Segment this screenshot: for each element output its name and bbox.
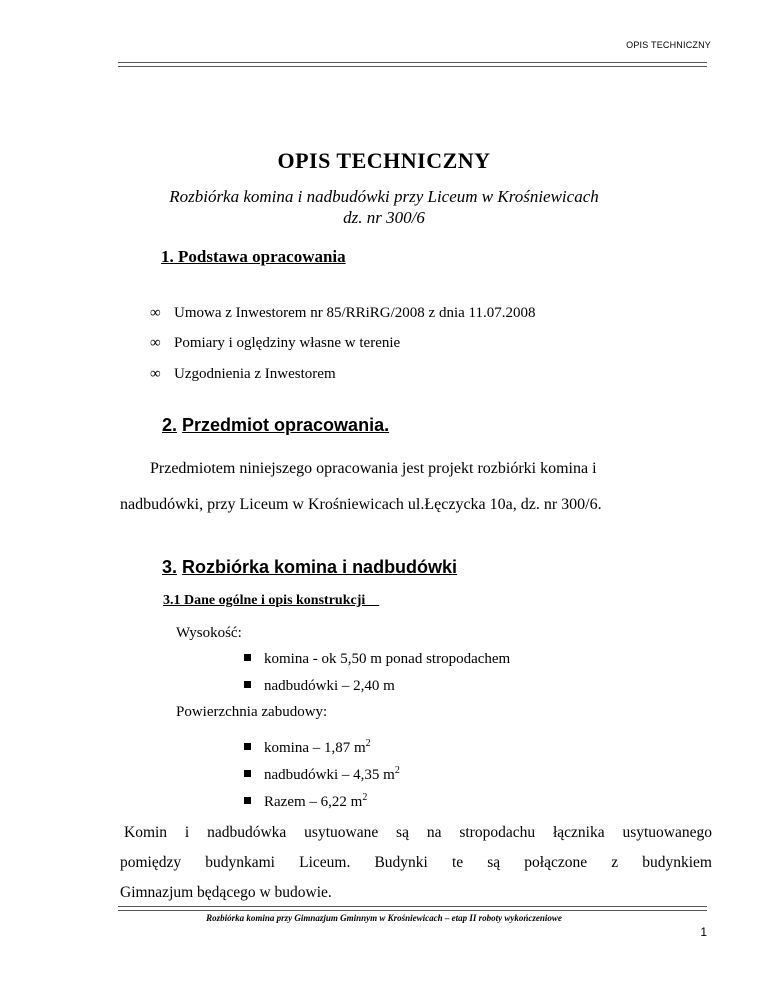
paragraph-line: pomiędzy budynkami Liceum. Budynki te są połączone z budynkiem bbox=[120, 854, 712, 871]
paragraph-line: Komin i nadbudówka usytuowane są na stropodachu łącznika usytuowanego bbox=[124, 824, 712, 841]
list-item-text: Umowa z Inwestorem nr 85/RRiRG/2008 z dnia 11.07.2008 bbox=[174, 305, 536, 321]
footer-rule bbox=[118, 906, 707, 911]
running-header: OPIS TECHNICZNY bbox=[626, 40, 711, 50]
list-item bbox=[150, 335, 400, 352]
list-item bbox=[150, 305, 535, 322]
infinity-bullet-icon: ∞ bbox=[150, 305, 161, 321]
running-footer: Rozbiórka komina przy Gimnazjum Gminnym w Krośniewicach – etap II roboty wykończeniowe bbox=[206, 913, 562, 923]
superscript: 2 bbox=[362, 792, 368, 803]
section2-heading bbox=[162, 415, 389, 436]
page-number: 1 bbox=[700, 925, 707, 939]
section1-heading bbox=[161, 247, 346, 267]
superscript: 2 bbox=[365, 738, 371, 749]
square-bullet-icon bbox=[244, 654, 251, 661]
infinity-bullet-icon: ∞ bbox=[150, 366, 161, 382]
section2-number: 2. bbox=[162, 415, 178, 435]
paragraph-line: Gimnazjum będącego w budowie. bbox=[120, 884, 332, 901]
section3-paragraph bbox=[120, 818, 712, 908]
document-title: OPIS TECHNICZNY bbox=[277, 148, 491, 173]
section2-paragraph-line2: nadbudówki, przy Liceum w Krośniewicach ul.Łęczycka 10a, dz. nr 300/6. bbox=[120, 496, 602, 513]
section3-title: Rozbiórka komina i nadbudówki bbox=[182, 557, 458, 577]
section3-number: 3. bbox=[162, 557, 178, 577]
list-item-text: nadbudówki – 2,40 m bbox=[264, 678, 395, 694]
square-bullet-icon bbox=[244, 743, 251, 750]
subtitle-line2: dz. nr 300/6 bbox=[343, 208, 425, 227]
area-label: Powierzchnia zabudowy: bbox=[176, 704, 328, 720]
list-item-text: Razem – 6,22 m bbox=[264, 794, 363, 810]
list-item bbox=[244, 678, 395, 695]
section2-title: Przedmiot opracowania. bbox=[182, 415, 390, 435]
infinity-bullet-icon: ∞ bbox=[150, 335, 161, 351]
section1-number: 1. bbox=[161, 247, 174, 266]
list-item-text: Uzgodnienia z Inwestorem bbox=[174, 366, 336, 382]
subsection-3-1-heading: 3.1 Dane ogólne i opis konstrukcji bbox=[163, 593, 380, 608]
list-item bbox=[244, 767, 400, 784]
list-item-text: Pomiary i oględziny własne w terenie bbox=[174, 335, 401, 351]
section3-heading bbox=[162, 557, 457, 578]
square-bullet-icon bbox=[244, 797, 251, 804]
list-item bbox=[244, 740, 371, 757]
list-item-text: komina – 1,87 m bbox=[264, 740, 366, 756]
list-item bbox=[244, 651, 510, 668]
square-bullet-icon bbox=[244, 681, 251, 688]
list-item-text: nadbudówki – 4,35 m bbox=[264, 767, 395, 783]
list-item bbox=[244, 794, 367, 811]
superscript: 2 bbox=[394, 765, 400, 776]
section1-title: Podstawa opracowania bbox=[178, 247, 346, 266]
section2-paragraph-line1: Przedmiotem niniejszego opracowania jest projekt rozbiórki komina i bbox=[150, 460, 597, 477]
list-item-text: komina - ok 5,50 m ponad stropodachem bbox=[264, 651, 511, 667]
height-label: Wysokość: bbox=[176, 625, 242, 641]
square-bullet-icon bbox=[244, 770, 251, 777]
list-item bbox=[150, 366, 336, 383]
subtitle-line1: Rozbiórka komina i nadbudówki przy Liceum w Krośniewicach bbox=[169, 187, 599, 206]
header-rule bbox=[118, 62, 707, 67]
